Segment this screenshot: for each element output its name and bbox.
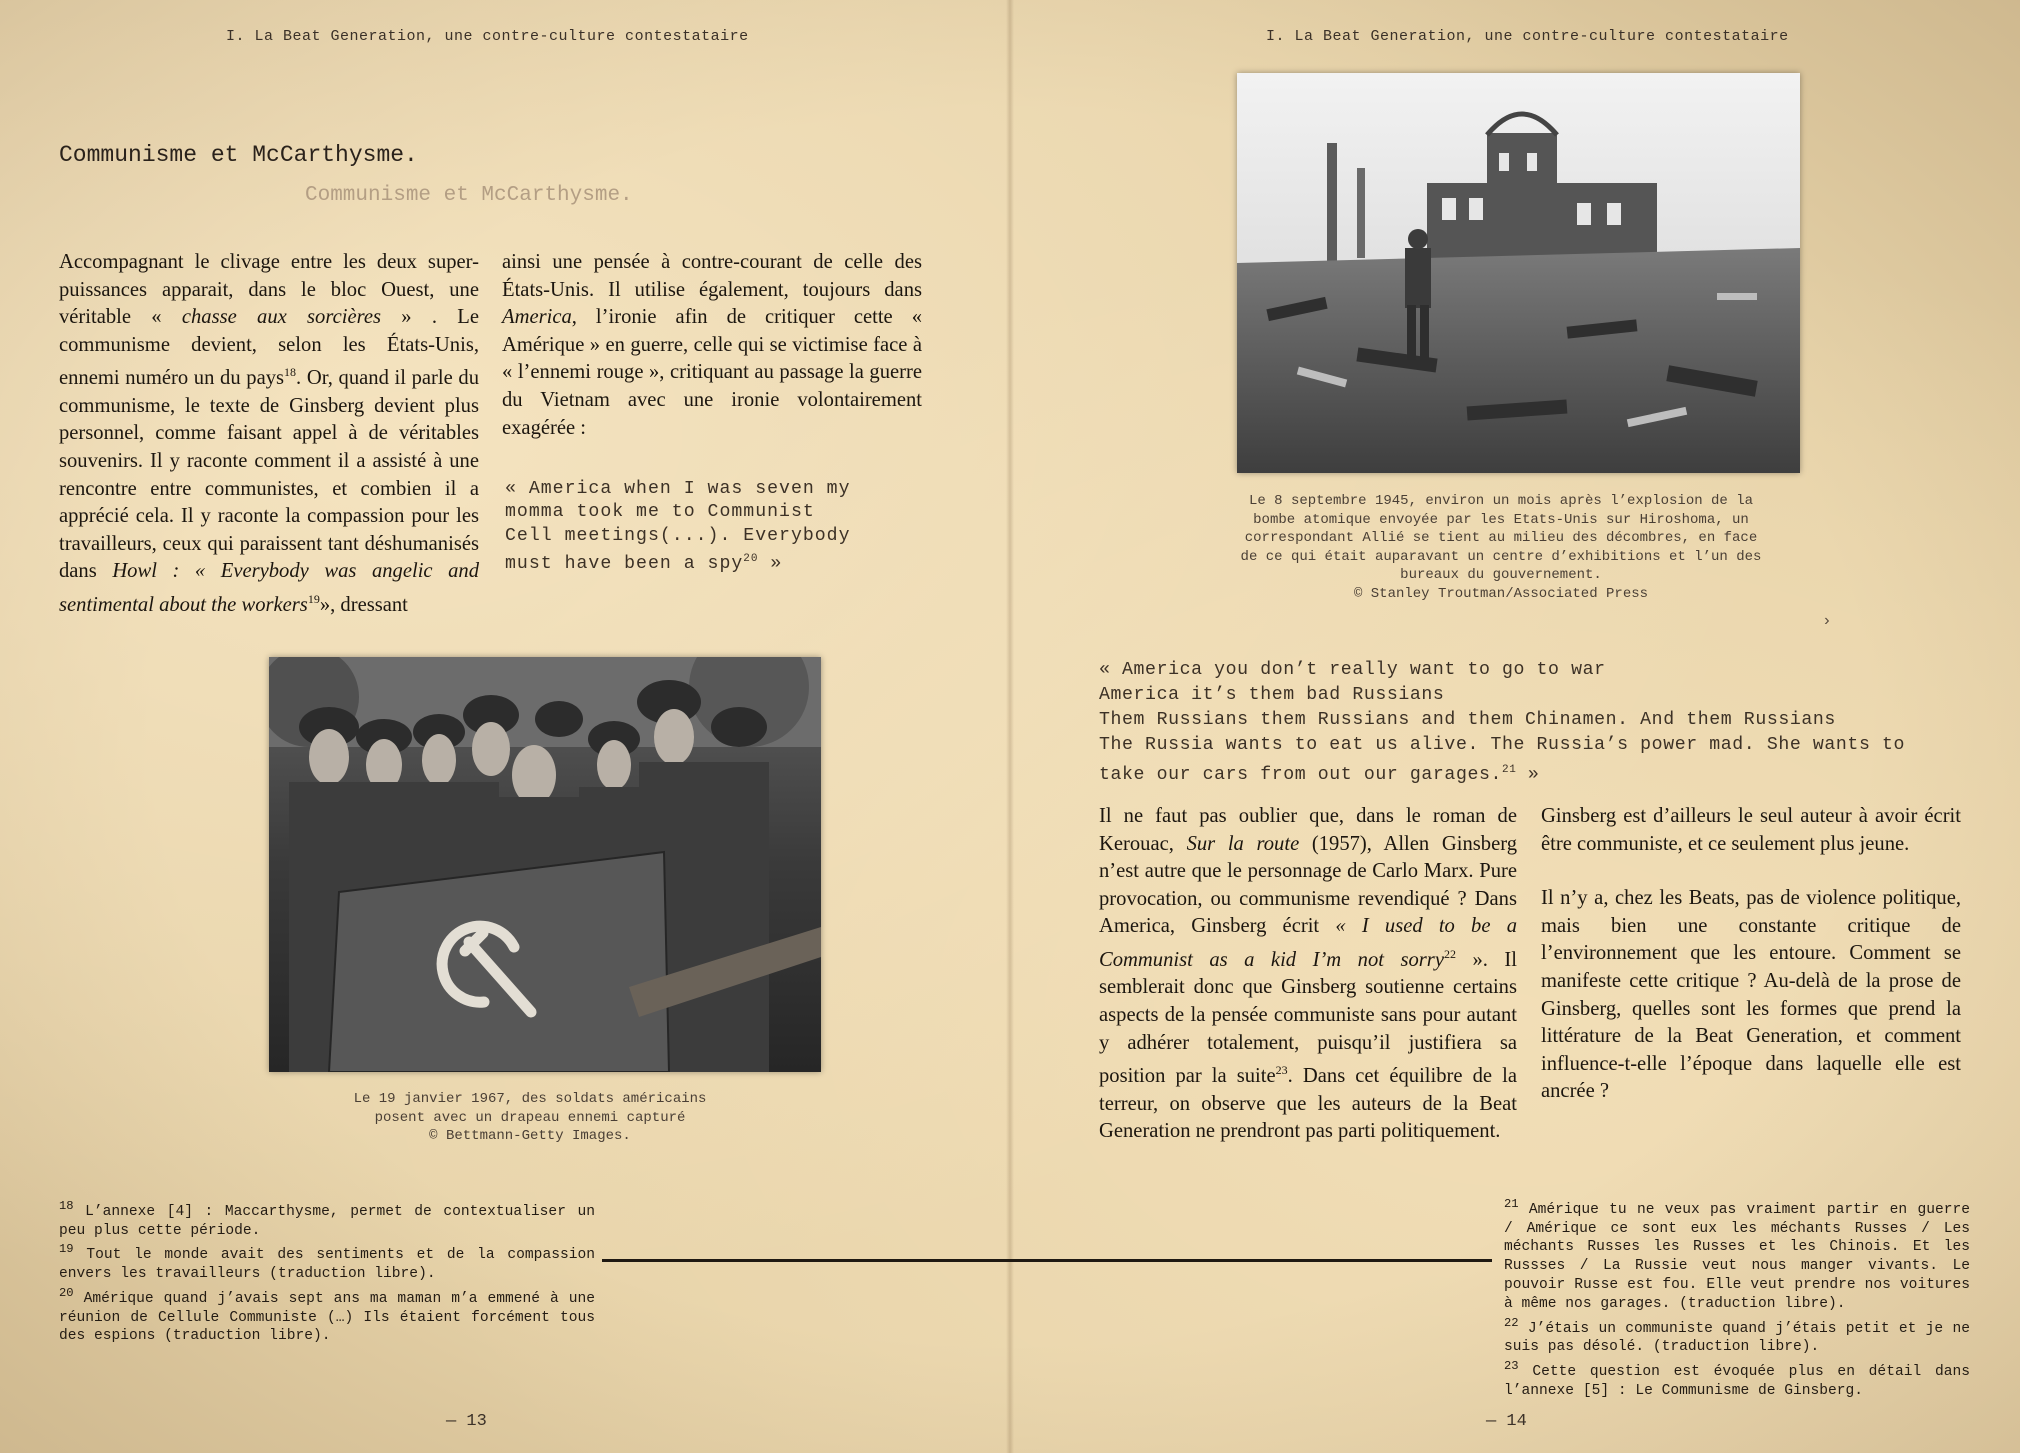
footnote-ref-18: 18 [284,365,297,380]
paragraph: Il n’y a, chez les Beats, pas de violence politique, mais bien une constante critique de l’environnement que les entoure. Comment se manifeste cette critique ? Au-delà de la prose de Ginsberg, quelles sont les formes que prend la littérature de la Beat Generation, et comment influence-t-elle l’époque dans laquelle elle est ancrée ? [1541,887,1961,1103]
footnote-ref-22: 22 [1443,946,1456,961]
footnote-19: $^{19}$ Tout le monde avait des sentiments et de la compassion envers les travailleurs (traduction libre). [59,1242,595,1283]
body-column-1 [1099,803,1517,1146]
photo-soldiers-captured-flag [269,657,821,1072]
soldiers-flag-image [269,657,821,1072]
footnote-ref-20: 20 [743,553,759,566]
footnote-20: $^{20}$ Amérique quand j’avais sept ans ma maman m’a emmené à une réunion de Cellule Communiste (…) Ils étaient forcément tous des espions (traduction libre). [59,1285,595,1345]
body-column-2 [1541,803,1961,1106]
chevron-right-icon: › [1822,612,1832,630]
poem-quote: « America you don’t really want to go to war America it’s them bad Russians Them Russians them Russians and them Chinamen. And them Russians The Russia wants to eat us alive. The Russia’s power mad. She wants to take our cars from out our garages.$^{21}$ » [1099,660,1905,786]
page-number: — 13 [446,1412,487,1431]
paragraph: Ginsberg est d’ailleurs le seul auteur à avoir écrit être communiste, et ce seulement plus jeune. [1541,805,1961,855]
footnote-18: $^{18}$ L’annexe [4] : Maccarthysme, permet de contextualiser un peu plus cette période. [59,1199,595,1239]
hiroshima-ruins-image [1237,73,1800,473]
paragraph: Accompagnant le clivage entre les deux super-puissances apparait, dans le bloc Ouest, une véritable « chasse aux sorcières » . Le communisme devient, selon les États-Unis, ennemi numéro un du pays$^{18}$. Or, quand il parle du communisme, le texte de Ginsberg devient plus personnel, comme faisant appel à de véritables souvenirs. Il y raconte comment il a assisté à une rencontre entre communistes, et combien il a apprécié cela. Il y raconte la compassion pour les travailleurs, ceux qui paraissent tant déshumanisés dans Howl : « Everybody was angelic and sentimental about the workers$^{19}$», dressant [59,251,479,616]
footnotes-left [59,1197,595,1346]
photo-caption-soldiers: Le 19 janvier 1967, des soldats américains posent avec un drapeau ennemi capturé © Bettmann-Getty Images. [353,1091,707,1144]
page-number: — 14 [1486,1412,1527,1431]
section-title: Communisme et McCarthysme. [59,142,418,168]
running-head: I. La Beat Generation, une contre-culture contestataire [226,28,749,45]
footnote-ref-19: 19 [307,591,320,606]
section-title-echo: Communisme et McCarthysme. [305,184,633,207]
body-column-2 [502,249,922,442]
running-head: I. La Beat Generation, une contre-culture contestataire [1266,28,1789,45]
photo-hiroshima-ruins [1237,73,1800,473]
paragraph: ainsi une pensée à contre-courant de celle des États-Unis. Il utilise également, toujours dans America, l’ironie afin de critiquer cette « Amérique » en guerre, celle qui se victimise face à « l’ennemi rouge », critiquant au passage la guerre du Vietnam avec une ironie volontairement exagérée : [502,251,922,439]
footnote-ref-23: 23 [1275,1063,1288,1078]
footnote-ref-21: 21 [1502,764,1517,776]
body-column-1 [59,249,479,619]
photo-caption-hiroshima: Le 8 septembre 1945, environ un mois après l’explosion de la bombe atomique envoyée par les Etats-Unis sur Hiroshoma, un correspondant Allié se tient au milieu des décombres, en face de ce qui était auparavant un centre d’exhibitions et l’un des bureaux du gouvernement. © Stanley Troutman/Associated Press [1240,493,1762,602]
footnote-22: $^{22}$ J’étais un communiste quand j’étais petit et je ne suis pas désolé. (traduction libre). [1504,1315,1970,1356]
footnotes-right [1504,1195,1970,1401]
poem-quote: « America when I was seven my momma took me to Communist Cell meetings(...). Everybody must have been a spy$^{20}$ » [505,479,851,575]
footnote-21: $^{21}$ Amérique tu ne veux pas vraiment partir en guerre / Amérique ce sont eux les méchants Russes / Les méchants Russes les Russes et les Chinois. Et les Russses / La Russie veut nous manger vivants. Le pouvoir Russe est fou. Elle veut prendre nos voitures à même nos garages. (traduction libre). [1504,1197,1970,1312]
paragraph: Il ne faut pas oublier que, dans le roman de Kerouac, Sur la route (1957), Allen Ginsberg n’est autre que le personnage de Carlo Marx. Pure provocation, ou communisme revendiqué ? Dans America, Ginsberg écrit « I used to be a Communist as a kid I’m not sorry$^{22}$ ». Il semblerait donc que Ginsberg soutienne certains aspects de la pensée communiste sans pour autant y adhérer totalement, puisqu’il justifiera sa position par la suite$^{23}$. Dans cet équilibre de la terreur, on observe que les auteurs de la Beat Generation ne prendront pas parti politiquement. [1099,805,1517,1143]
footnote-23: $^{23}$ Cette question est évoquée plus en détail dans l’annexe [5] : Le Communisme de Ginsberg. [1504,1359,1970,1399]
